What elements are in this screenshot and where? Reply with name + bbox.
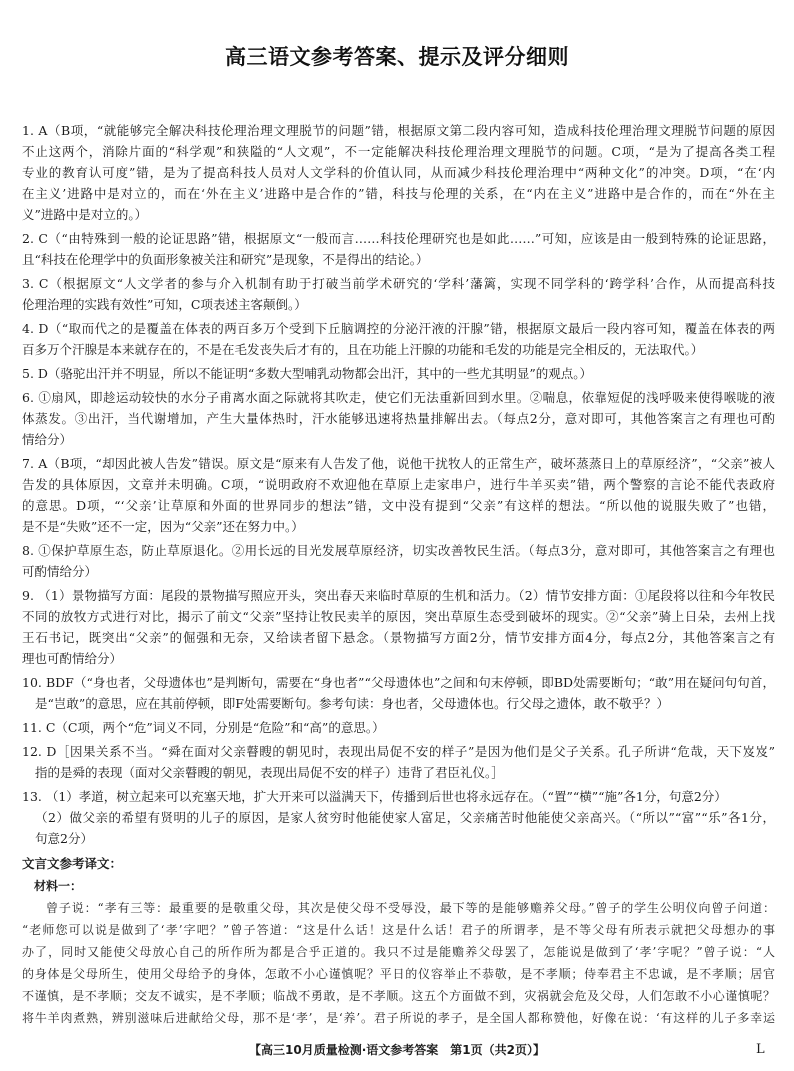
- answer-line: 在主义’进路中是对立的，而在‘外在主义’进路中是合作的”错，科技与伦理的关系，在“内在主义”进路中是合作的，而在“外在主: [22, 186, 775, 201]
- answer-item-8: [22, 540, 775, 582]
- answer-line: （2）做父亲的希望有贤明的儿子的原因，是家人贫穷时他能使家人富足，父亲痛苦时他能使父亲高兴。（“所以”“富”“乐”各1分，: [35, 810, 775, 825]
- translation-line: 曾子说：“孝有三等：最重要的是敬重父母，其次是使父母不受辱没，最下等的是能够赡养父母。”曾子的学生公明仪向曾子问道：: [46, 901, 775, 915]
- footer-page-info: 【高三10月质量检测·语文参考答案 第1页（共2页）】: [249, 1043, 545, 1057]
- answer-line: 告发的具体原因，文章并未明确。C项，“说明政府不欢迎他在草原上走家串户，进行牛羊买卖”错，两个警察的言论不能代表政府: [22, 477, 775, 492]
- answer-item-5: [22, 363, 775, 384]
- answer-line: 4. D（“取而代之的是覆盖在体表的两百多万个受到下丘脑调控的分泌汗液的汗腺”错，根据原文最后一段内容可知，覆盖在体表的两: [22, 321, 775, 336]
- answer-line: 理也可酌情给分）: [22, 651, 123, 666]
- translation-line: “老师您可以说是做到了‘孝’字吧？”曾子答道：“这是什么话！这是什么话！君子的所谓孝，是不等父母有所表示就把父母想办的事: [22, 923, 775, 937]
- answer-line: 6. ①扇风，即趁运动较快的水分子甫离水面之际就将其吹走，使它们无法重新回到水里。②喘息，依靠短促的浅呼吸来使得喉咙的液: [22, 390, 775, 405]
- answer-line: 不止这两个，消除片面的“科学观”和狭隘的“人文观”，不一定能解决科技伦理治理文理脱节的问题。C项，“是为了提高各类工程: [22, 144, 775, 159]
- answer-line: 专业的教育认可度”错，是为了提高科技人员对人文学科的价值认同，从而减少科技伦理治理中“两种文化”的冲突。D项，“在‘内: [22, 165, 775, 180]
- answer-line: 王石书记，既突出“父亲”的倔强和无奈，又给读者留下悬念。（景物描写方面2分，情节安排方面4分，每点2分，其他答案言之有: [22, 630, 775, 645]
- answer-item-13: [22, 786, 775, 849]
- answer-line: 可酌情给分）: [22, 564, 98, 579]
- answer-line: 12. D［因果关系不当。“舜在面对父亲瞽瞍的朝见时，表现出局促不安的样子”是因为他们是父子关系。孔子所讲“危哉，天下岌岌”: [22, 744, 775, 759]
- answer-item-2: [22, 228, 775, 270]
- answer-item-9: [22, 585, 775, 669]
- page-footer: [0, 1040, 794, 1060]
- answer-line: 3. C（根据原文“人文学者的参与介入机制有助于打破当前学术研究的‘学科’藩篱，实现不同学科的‘跨学科’合作，从而提高科技: [22, 276, 775, 291]
- translation-heading: 文言文参考译文：: [22, 856, 123, 871]
- material-label: 材料一：: [34, 879, 83, 893]
- answer-item-6: [22, 387, 775, 450]
- answer-line: 义”进路中是对立的。）: [22, 207, 148, 222]
- answer-line: 2. C（“由特殊到一般的论证思路”错，根据原文“一般而言……科技伦理研究也是如此……”可知，应该是由一般到特殊的论证思路，: [22, 231, 775, 246]
- answer-line: 7. A（B项，“却因此被人告发”错误。原文是“原来有人告发了他，说他干扰牧人的正常生产，破坏蒸蒸日上的草原经济”，“父亲”被人: [22, 456, 775, 471]
- answer-line: 情给分）: [22, 432, 73, 447]
- answer-line: 9. （1）景物描写方面：尾段的景物描写照应开头，突出春天来临时草原的生机和活力。（2）情节安排方面：①尾段将以往和今年牧民: [22, 588, 775, 603]
- answer-item-12: [22, 741, 775, 783]
- answer-line: 句意2分）: [35, 831, 93, 846]
- answer-line: 且“科技在伦理学中的负面形象被关注和研究”是现象，不是得出的结论。）: [22, 252, 429, 267]
- answer-line: 的意思。D项，“‘父亲’让草原和外面的世界同步的想法”错，文中没有提到“父亲”有这样的想法。“所以他的说服失败了”也错，: [22, 498, 775, 513]
- translation-section: [22, 853, 775, 1029]
- answer-item-11: [22, 717, 775, 738]
- translation-line: 将牛羊肉煮熟，辨别滋味后进献给父母，那不是‘孝’，是‘养’。君子所说的孝子，是全国人都称赞他，好像在说：‘有这样的儿子多幸运: [22, 1011, 775, 1025]
- answer-item-3: [22, 273, 775, 315]
- answer-line: 10. BDF（“身也者，父母遗体也”是判断句，需要在“身也者”“父母遗体也”之间和句末停顿，即BD处需要断句；“敢”用在疑问句句首，: [22, 675, 775, 690]
- answer-line: 8. ①保护草原生态，防止草原退化。②用长远的目光发展草原经济，切实改善牧民生活。（每点3分，意对即可，其他答案言之有理也: [22, 543, 775, 558]
- answer-item-10: [22, 672, 775, 714]
- footer-version-mark: L: [756, 1042, 765, 1057]
- answer-line: 百多万个汗腺是本来就存在的，不是在毛发丧失后才有的，且在功能上汗腺的功能和毛发的功能是完全相反的，无法取代。）: [22, 342, 704, 357]
- answer-item-1: [22, 120, 775, 225]
- answer-line: 11. C（C项，两个“危”词义不同，分别是“危险”和“高”的意思。）: [22, 720, 385, 735]
- translation-line: 的身体是父母所生，使用父母给予的身体，怎敢不小心谨慎呢？平日的仪容举止不恭敬，是不孝顺；侍奉君主不忠诚，是不孝顺；居官: [22, 967, 775, 981]
- answer-list: [22, 120, 775, 849]
- answer-line: 5. D（骆驼出汗并不明显，所以不能证明“多数大型哺乳动物都会出汗，其中的一些尤其明显”的观点。）: [22, 366, 592, 381]
- page-title: 高三语文参考答案、提示及评分细则: [225, 45, 569, 69]
- answer-line: 是不是“失败”还不一定，因为“父亲”还在努力中。）: [22, 519, 304, 534]
- answer-line: 伦理治理的实践有效性”可知，C项表述主客颠倒。）: [22, 297, 307, 312]
- translation-line: 办了，同时又能使父母放心自己的所作所为都是合乎正道的。我只不过是能赡养父母罢了，怎能说是做到了‘孝’字呢？”曾子说：“人: [22, 945, 775, 959]
- answer-line: 1. A（B项，“就能够完全解决科技伦理治理文理脱节的问题”错，根据原文第二段内容可知，造成科技伦理治理文理脱节问题的原因: [22, 123, 775, 138]
- answer-line: 体蒸发。③出汗，当代谢增加，产生大量体热时，汗水能够迅速将热量排解出去。（每点2分，意对即可，其他答案言之有理也可酌: [22, 411, 775, 426]
- translation-line: 不谨慎，是不孝顺；交友不诚实，是不孝顺；临战不勇敢，是不孝顺。这五个方面做不到，灾祸就会危及父母，人们怎敢不小心谨慎呢？: [22, 989, 775, 1003]
- answer-line: 是“岂敢”的意思，应在其前停顿，即F处需要断句。参考句读：身也者，父母遗体也。行父母之遗体，敢不敬乎？）: [35, 696, 669, 711]
- answer-item-4: [22, 318, 775, 360]
- answer-line: 13. （1）孝道，树立起来可以充塞天地，扩大开来可以溢满天下，传播到后世也将永远存在。（“置”“横”“施”各1分，句意2分）: [22, 789, 727, 804]
- answer-line: 指的是舜的表现（面对父亲瞽瞍的朝见，表现出局促不安的样子）违背了君臣礼仪。］: [35, 765, 504, 780]
- answer-item-7: [22, 453, 775, 537]
- answer-line: 不同的放牧方式进行对比，揭示了前文“父亲”坚持让牧民卖羊的原因，突出草原生态受到破坏的现实。②“父亲”骑上日朵，去州上找: [22, 609, 775, 624]
